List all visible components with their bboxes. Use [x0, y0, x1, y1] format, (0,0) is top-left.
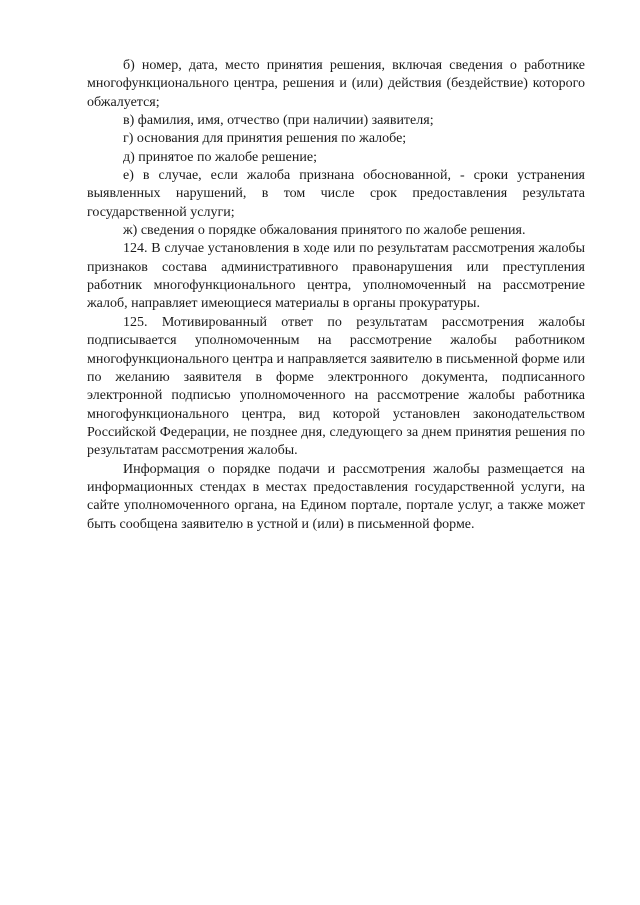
paragraph-item-g: г) основания для принятия решения по жалобе;	[123, 131, 407, 147]
paragraph-124: 124. В случае установления в ходе или по результатам рассмотрения жалобы признаков состава административного правонарушения или преступления работник многофункционального центра, уполномоченный на рассмотрение жалоб, направляет имеющиеся материалы в органы прокуратуры.	[87, 241, 585, 312]
paragraph-item-v: в) фамилия, имя, отчество (при наличии) заявителя;	[123, 113, 434, 129]
paragraph-item-d: д) принятое по жалобе решение;	[123, 149, 317, 165]
paragraph-item-zh: ж) сведения о порядке обжалования принятого по жалобе решения.	[123, 223, 526, 239]
document-body	[87, 57, 585, 534]
paragraph-item-e: е) в случае, если жалоба признана обоснованной, - сроки устранения выявленных нарушений, в том числе срок предоставления результата государственной услуги;	[87, 168, 585, 220]
paragraph-125: 125. Мотивированный ответ по результатам рассмотрения жалобы подписывается уполномоченным на рассмотрение жалобы работником многофункционального центра и направляется заявителю в письменной форме или по желанию заявителя в форме электронного документа, подписанного электронной подписью уполномоченного на рассмотрение жалобы работника многофункционального центра, вид которой установлен законодательством Российской Федерации, не позднее дня, следующего за днем принятия решения по результатам рассмотрения жалобы.	[87, 314, 585, 459]
paragraph-information: Информация о порядке подачи и рассмотрения жалобы размещается на информационных стендах в местах предоставления государственной услуги, на сайте уполномоченного органа, на Едином портале, портале услуг, а также может быть сообщена заявителю в устной и (или) в письменной форме.	[87, 461, 585, 532]
paragraph-item-b: б) номер, дата, место принятия решения, включая сведения о работнике многофункционального центра, решения и (или) действия (бездействие) которого обжалуется;	[87, 58, 585, 110]
